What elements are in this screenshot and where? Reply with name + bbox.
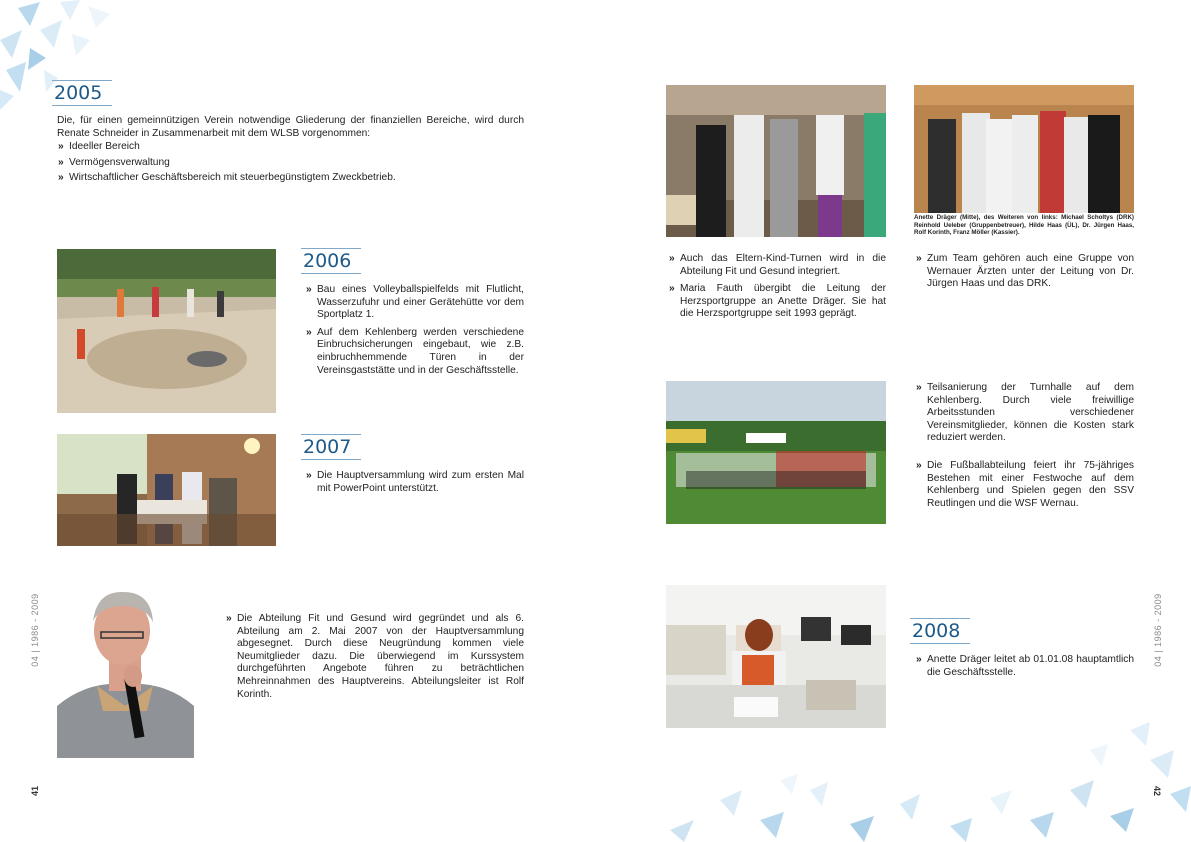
list-item: » Anette Dräger leitet ab 01.01.08 hauptamtlich die Geschäftsstelle. — [915, 654, 1134, 679]
year-heading-2007 — [301, 434, 361, 460]
section-2006-list — [305, 284, 524, 382]
section-2005-list — [57, 141, 524, 185]
year-2007-label: 2007 — [303, 436, 352, 458]
list-item: » Die Hauptversammlung wird zum ersten Mal mit PowerPoint unterstützt. — [305, 470, 524, 495]
list-item: » Auch das Eltern-Kind-Turnen wird in die Abteilung Fit und Gesund integriert. — [668, 253, 886, 278]
list-item: » Teilsanierung der Turnhalle auf dem Kehlenberg. Durch viele freiwillige Arbeitsstunden verschiedener Vereinsmitglieder, können die Kosten stark reduziert werden. — [915, 382, 1134, 445]
list-item: » Die Fußballabteilung feiert ihr 75-jähriges Bestehen mit einer Festwoche auf dem Kehlenberg und Spielen gegen den SSV Reutlingen und die WSF Wernau. — [915, 460, 1134, 510]
left-side-label: 04 | 1986 - 2009 — [30, 593, 40, 667]
photo-caption: Anette Dräger (Mitte), des Weiteren von links: Michael Scholtys (DRK) Reinhold Ueleber (Gruppenbetreuer), Hilde Haas (ÜL), Dr. Jürgen Haas, Rolf Korinth, Franz Möller (Kassier). — [914, 214, 1134, 237]
right-page-number: 42 — [1152, 785, 1163, 797]
right-column1-list — [668, 253, 886, 326]
list-item: » Wirtschaftlicher Geschäftsbereich mit steuerbegünstigtem Zweckbetrieb. — [57, 172, 524, 185]
list-item: » Die Abteilung Fit und Gesund wird gegründet und als 6. Abteilung am 2. Mai 2007 von der Hauptversammlung abgesegnet. Durch diese Neugründung kommen viele Neumitglieder dazu. Die überwiegend im Kurssystem durchgeführten Angebote führen zu beträchtlichen Mehreinnahmen des Hauptvereins. Abteilungsleiter ist Rolf Korinth. — [225, 613, 524, 701]
photo-herzsport-team — [914, 85, 1134, 213]
year-2006-label: 2006 — [303, 250, 352, 272]
right-column2-list — [915, 253, 1134, 291]
photo-general-assembly-powerpoint — [57, 434, 276, 546]
right-middle-list — [915, 382, 1134, 510]
list-item: » Auf dem Kehlenberg werden verschiedene Einbruchsicherungen eingebaut, wie z.B. einbruchhemmende Türen in der Vereinsgaststätte und in der Geschäftsstelle. — [305, 327, 524, 377]
year-heading-2006 — [301, 248, 361, 274]
list-item: » Maria Fauth übergibt die Leitung der Herzsportgruppe an Anette Dräger. Sie hat die Herzsportgruppe seit 1993 geprägt. — [668, 283, 886, 321]
list-item: » Vermögensverwaltung — [57, 157, 524, 170]
left-page-number: 41 — [30, 785, 41, 797]
photo-eltern-kind-group — [666, 85, 886, 237]
year-heading-2005 — [52, 80, 112, 106]
section-fit-gesund-list — [225, 613, 524, 701]
photo-portrait-rolf-korinth — [57, 586, 194, 758]
year-2005-label: 2005 — [54, 82, 103, 104]
list-item: » Zum Team gehören auch eine Gruppe von Wernauer Ärzten unter der Leitung von Dr. Jürgen Haas und das DRK. — [915, 253, 1134, 291]
year-heading-2008 — [910, 618, 970, 644]
right-side-label: 04 | 1986 - 2009 — [1153, 593, 1163, 667]
section-2008-list — [915, 654, 1134, 679]
section-2005-text — [57, 115, 524, 185]
section-2005-intro: Die, für einen gemeinnützigen Verein notwendige Gliederung der finanziellen Bereiche, wird durch Renate Schneider in Zusammenarbeit mit dem WLSB vorgenommen: — [57, 115, 524, 139]
photo-football-anniversary — [666, 381, 886, 524]
section-2007-list — [305, 470, 524, 495]
decorative-triangles-bottom-right — [650, 720, 1191, 842]
list-item: » Bau eines Volleyballspielfelds mit Flutlicht, Wasserzufuhr und einer Gerätehütte vor dem Sportplatz 1. — [305, 284, 524, 322]
year-2008-label: 2008 — [912, 620, 961, 642]
list-item: » Ideeller Bereich — [57, 141, 524, 154]
photo-office-anette-draeger — [666, 585, 886, 728]
photo-volleyball-construction — [57, 249, 276, 413]
